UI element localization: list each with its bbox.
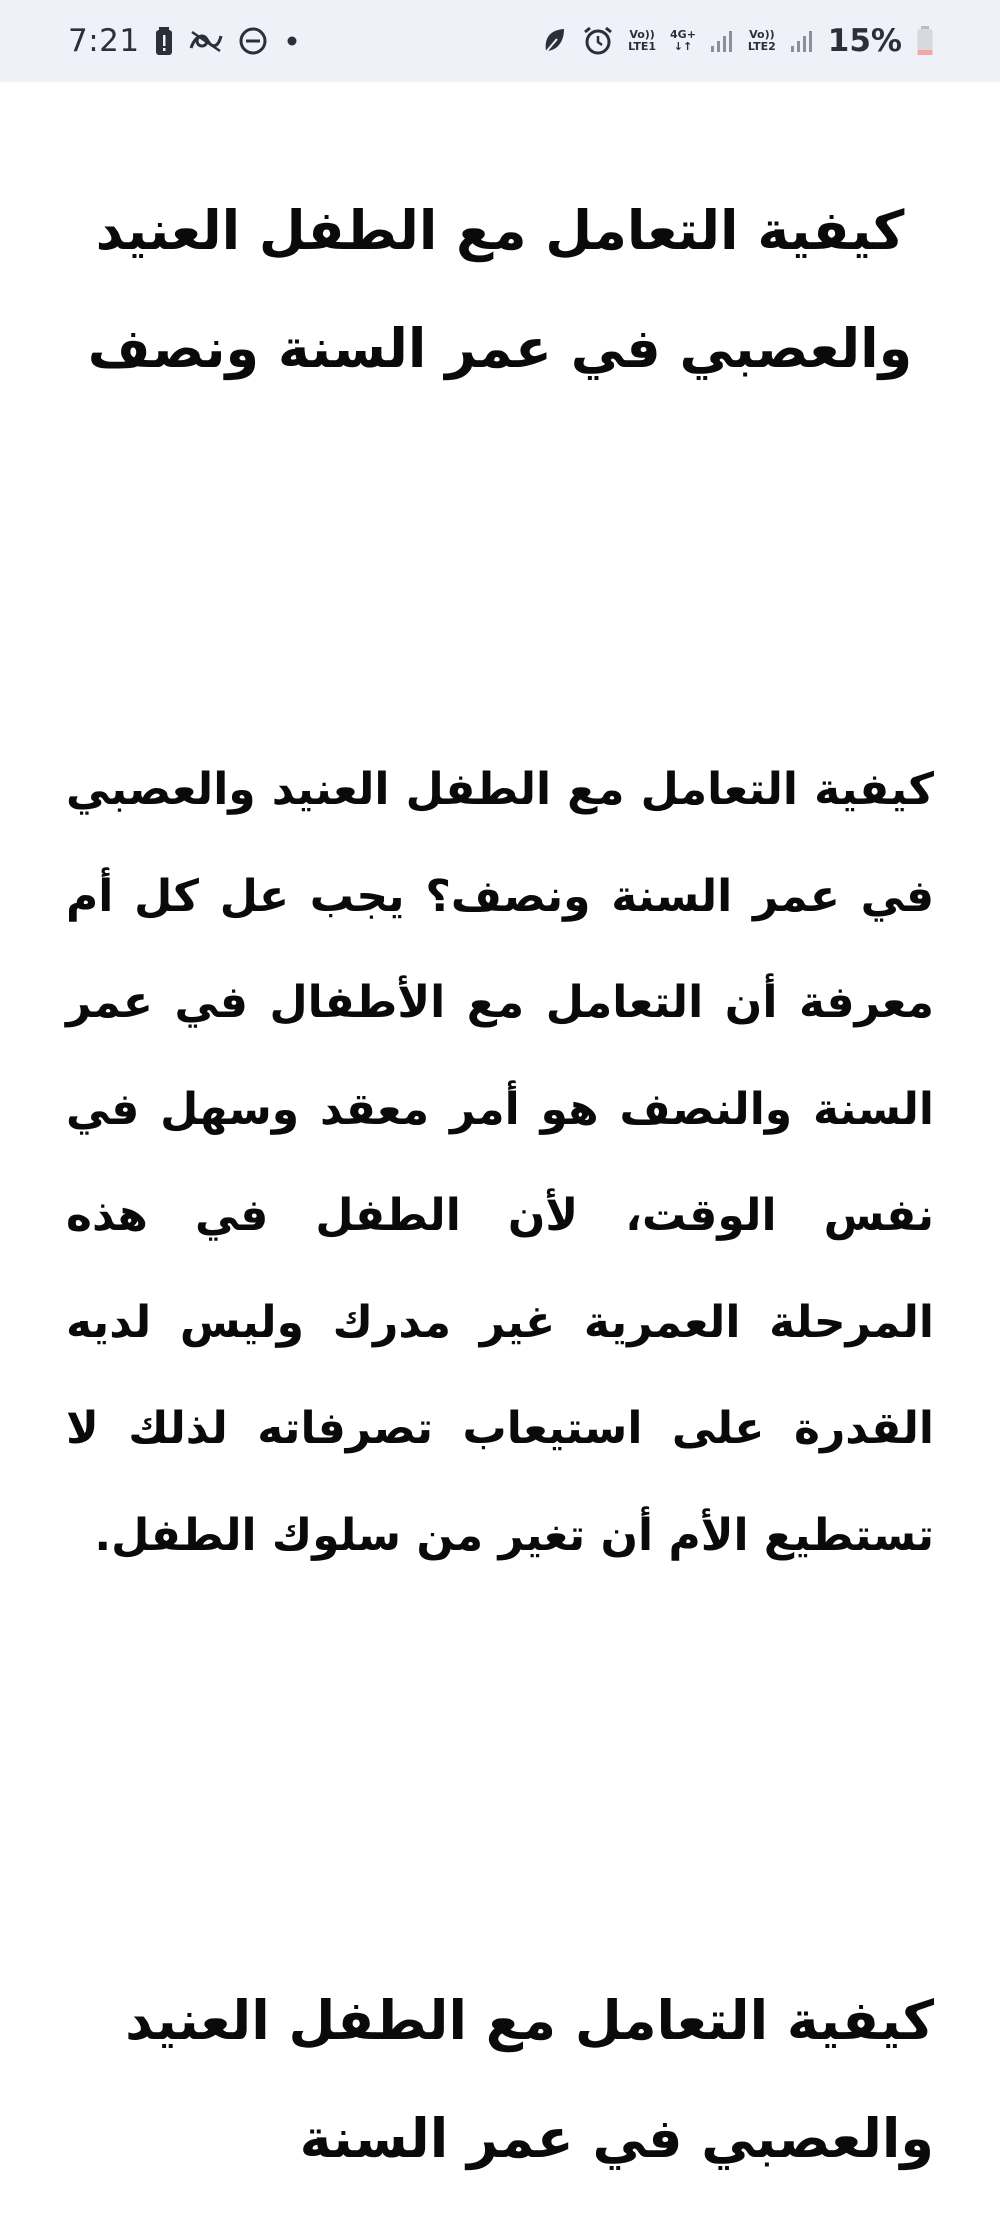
signal-icon [790, 29, 814, 53]
do-not-disturb-icon [238, 26, 268, 56]
status-bar [0, 0, 1000, 82]
signal-icon [710, 29, 734, 53]
status-bar-right [542, 23, 934, 59]
alarm-icon [582, 26, 614, 56]
network-type-indicator [670, 29, 696, 53]
clock: 7:21 [68, 23, 140, 59]
section-heading: كيفية التعامل مع الطفل العنيد والعصبي في عمر السنة [125, 1989, 934, 2170]
volte-lte2-indicator [748, 29, 776, 53]
battery-percentage: 15% [827, 23, 902, 59]
status-bar-left [68, 23, 302, 59]
volte-lte1-indicator [628, 29, 656, 53]
network-type-label: 4G+ [670, 28, 696, 41]
article-paragraph: كيفية التعامل مع الطفل العنيد والعصبي في عمر السنة ونصف؟ يجب عل كل أم معرفة أن التعامل مع الأطفال في عمر السنة والنصف هو أمر معقد وسهل في نفس الوقت، لأن الطفل في هذه المرحلة العمرية غير مدرك وليس لديه القدرة على استيعاب تصرفاته لذلك لا تستطيع الأم أن تغير من سلوك الطفل. [66, 764, 934, 1561]
dot-icon [282, 31, 302, 51]
article-title: كيفية التعامل مع الطفل العنيد والعصبي في عمر السنة ونصف [87, 199, 913, 380]
lte1-label: LTE1 [628, 40, 657, 53]
data-arrows-icon: ↓↑ [673, 40, 693, 53]
link-icon [188, 28, 224, 54]
volte-label-2: Vo)) [749, 28, 775, 41]
battery-alert-icon [154, 26, 174, 56]
lte2-label: LTE2 [747, 40, 776, 53]
battery-icon [916, 25, 934, 57]
leaf-icon [542, 27, 568, 55]
volte-label-1: Vo)) [629, 28, 655, 41]
article-content[interactable] [0, 82, 1000, 2222]
